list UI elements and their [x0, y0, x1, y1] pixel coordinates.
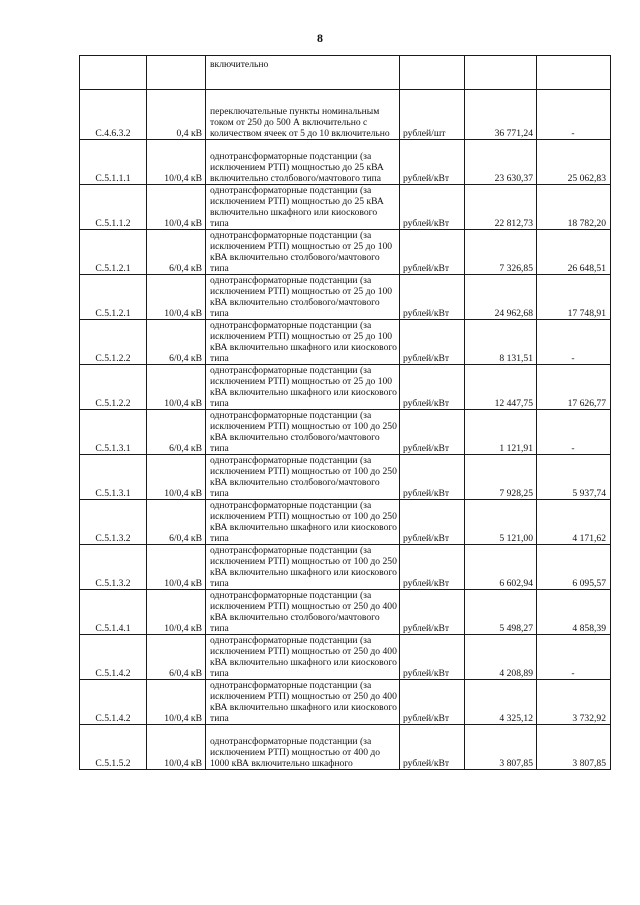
table-row: [80, 590, 611, 635]
row-code-cell: С.5.1.2.1: [80, 230, 147, 275]
row-price-cell: [465, 56, 537, 90]
row-unit-cell: рублей/кВт: [400, 140, 465, 185]
row-unit-cell: рублей/кВт: [400, 635, 465, 680]
table-row: [80, 410, 611, 455]
row-code-cell: С.5.1.3.2: [80, 545, 147, 590]
row-voltage-cell: 10/0,4 кВ: [147, 545, 206, 590]
row-voltage-cell: 6/0,4 кВ: [147, 635, 206, 680]
row-price-cell: 5 121,00: [465, 500, 537, 545]
table-row: [80, 680, 611, 725]
row-description-cell: однотрансформаторные подстанции (за исключением РТП) мощностью от 25 до 100 кВА включительно столбового/мачтового типа: [206, 275, 400, 320]
row-code-cell: С.5.1.2.1: [80, 275, 147, 320]
row-unit-cell: рублей/кВт: [400, 500, 465, 545]
row-code-cell: [80, 56, 147, 90]
row-price2-cell: 25 062,83: [537, 140, 611, 185]
row-price-cell: 7 928,25: [465, 455, 537, 500]
row-price2-cell: 4 858,39: [537, 590, 611, 635]
row-price-cell: 4 208,89: [465, 635, 537, 680]
row-description-cell: однотрансформаторные подстанции (за исключением РТП) мощностью от 25 до 100 кВА включительно шкафного или киоскового типа: [206, 320, 400, 365]
row-price2-cell: 3 732,92: [537, 680, 611, 725]
row-price2-cell: 6 095,57: [537, 545, 611, 590]
table-row: [80, 500, 611, 545]
table-row: [80, 320, 611, 365]
row-unit-cell: рублей/шт: [400, 90, 465, 140]
row-price2-cell: -: [537, 410, 611, 455]
row-price2-cell: 3 807,85: [537, 725, 611, 770]
table-row: [80, 635, 611, 680]
row-code-cell: С.5.1.1.2: [80, 185, 147, 230]
table-row: [80, 140, 611, 185]
row-unit-cell: рублей/кВт: [400, 680, 465, 725]
row-voltage-cell: 10/0,4 кВ: [147, 140, 206, 185]
row-description-cell: однотрансформаторные подстанции (за исключением РТП) мощностью от 25 до 100 кВА включительно столбового/мачтового типа: [206, 230, 400, 275]
row-code-cell: С.5.1.4.1: [80, 590, 147, 635]
row-voltage-cell: 10/0,4 кВ: [147, 590, 206, 635]
row-voltage-cell: 6/0,4 кВ: [147, 410, 206, 455]
row-price-cell: 22 812,73: [465, 185, 537, 230]
row-code-cell: С.5.1.1.1: [80, 140, 147, 185]
row-unit-cell: рублей/кВт: [400, 590, 465, 635]
row-code-cell: С.5.1.4.2: [80, 680, 147, 725]
row-description-cell: однотрансформаторные подстанции (за исключением РТП) мощностью до 25 кВА включительно столбового/мачтового типа: [206, 140, 400, 185]
row-description-cell: однотрансформаторные подстанции (за исключением РТП) мощностью от 250 до 400 кВА включительно столбового/мачтового типа: [206, 590, 400, 635]
row-price-cell: 7 326,85: [465, 230, 537, 275]
row-price2-cell: 5 937,74: [537, 455, 611, 500]
row-voltage-cell: 10/0,4 кВ: [147, 455, 206, 500]
row-price2-cell: 26 648,51: [537, 230, 611, 275]
row-code-cell: С.5.1.3.2: [80, 500, 147, 545]
row-voltage-cell: 10/0,4 кВ: [147, 185, 206, 230]
row-voltage-cell: 6/0,4 кВ: [147, 500, 206, 545]
row-price-cell: 4 325,12: [465, 680, 537, 725]
row-description-cell: включительно: [206, 56, 400, 90]
row-voltage-cell: 10/0,4 кВ: [147, 680, 206, 725]
row-voltage-cell: 10/0,4 кВ: [147, 365, 206, 410]
row-unit-cell: рублей/кВт: [400, 185, 465, 230]
row-description-cell: однотрансформаторные подстанции (за исключением РТП) мощностью от 100 до 250 кВА включительно столбового/мачтового типа: [206, 410, 400, 455]
row-description-cell: однотрансформаторные подстанции (за исключением РТП) мощностью от 250 до 400 кВА включительно шкафного или киоскового типа: [206, 680, 400, 725]
row-price-cell: 36 771,24: [465, 90, 537, 140]
row-voltage-cell: 10/0,4 кВ: [147, 725, 206, 770]
row-unit-cell: [400, 56, 465, 90]
row-price2-cell: 17 626,77: [537, 365, 611, 410]
row-price2-cell: 18 782,20: [537, 185, 611, 230]
row-voltage-cell: [147, 56, 206, 90]
row-code-cell: С.4.6.3.2: [80, 90, 147, 140]
row-code-cell: С.5.1.3.1: [80, 410, 147, 455]
row-voltage-cell: 10/0,4 кВ: [147, 275, 206, 320]
table-row: [80, 545, 611, 590]
row-price2-cell: 17 748,91: [537, 275, 611, 320]
row-price-cell: 8 131,51: [465, 320, 537, 365]
table-row: [80, 185, 611, 230]
row-description-cell: однотрансформаторные подстанции (за исключением РТП) мощностью от 25 до 100 кВА включительно шкафного или киоскового типа: [206, 365, 400, 410]
row-code-cell: С.5.1.2.2: [80, 320, 147, 365]
row-description-cell: однотрансформаторные подстанции (за исключением РТП) мощностью от 100 до 250 кВА включительно столбового/мачтового типа: [206, 455, 400, 500]
row-voltage-cell: 6/0,4 кВ: [147, 320, 206, 365]
row-voltage-cell: 0,4 кВ: [147, 90, 206, 140]
row-price2-cell: -: [537, 320, 611, 365]
tariff-table: [79, 55, 611, 770]
row-unit-cell: рублей/кВт: [400, 230, 465, 275]
row-price-cell: 1 121,91: [465, 410, 537, 455]
row-price2-cell: -: [537, 90, 611, 140]
row-unit-cell: рублей/кВт: [400, 320, 465, 365]
row-code-cell: С.5.1.4.2: [80, 635, 147, 680]
row-code-cell: С.5.1.2.2: [80, 365, 147, 410]
row-unit-cell: рублей/кВт: [400, 365, 465, 410]
table-row: [80, 56, 611, 90]
row-description-cell: переключательные пункты номинальным током от 250 до 500 А включительно с количеством ячеек от 5 до 10 включительно: [206, 90, 400, 140]
row-price-cell: 24 962,68: [465, 275, 537, 320]
tariff-table-body: [80, 56, 611, 770]
row-description-cell: однотрансформаторные подстанции (за исключением РТП) мощностью от 250 до 400 кВА включительно шкафного или киоскового типа: [206, 635, 400, 680]
row-unit-cell: рублей/кВт: [400, 275, 465, 320]
row-price2-cell: -: [537, 635, 611, 680]
row-voltage-cell: 6/0,4 кВ: [147, 230, 206, 275]
row-description-cell: однотрансформаторные подстанции (за исключением РТП) мощностью от 400 до 1000 кВА включительно шкафного: [206, 725, 400, 770]
row-price-cell: 3 807,85: [465, 725, 537, 770]
table-row: [80, 230, 611, 275]
row-price-cell: 12 447,75: [465, 365, 537, 410]
table-row: [80, 725, 611, 770]
row-price-cell: 23 630,37: [465, 140, 537, 185]
row-description-cell: однотрансформаторные подстанции (за исключением РТП) мощностью до 25 кВА включительно шкафного или киоскового типа: [206, 185, 400, 230]
page-number: 8: [317, 31, 323, 45]
row-price2-cell: [537, 56, 611, 90]
row-unit-cell: рублей/кВт: [400, 410, 465, 455]
row-price-cell: 5 498,27: [465, 590, 537, 635]
row-description-cell: однотрансформаторные подстанции (за исключением РТП) мощностью от 100 до 250 кВА включительно шкафного или киоскового типа: [206, 500, 400, 545]
row-code-cell: С.5.1.5.2: [80, 725, 147, 770]
table-row: [80, 365, 611, 410]
table-row: [80, 455, 611, 500]
row-unit-cell: рублей/кВт: [400, 545, 465, 590]
row-unit-cell: рублей/кВт: [400, 725, 465, 770]
row-code-cell: С.5.1.3.1: [80, 455, 147, 500]
row-price-cell: 6 602,94: [465, 545, 537, 590]
row-price2-cell: 4 171,62: [537, 500, 611, 545]
row-unit-cell: рублей/кВт: [400, 455, 465, 500]
table-row: [80, 90, 611, 140]
row-description-cell: однотрансформаторные подстанции (за исключением РТП) мощностью от 100 до 250 кВА включительно шкафного или киоскового типа: [206, 545, 400, 590]
table-row: [80, 275, 611, 320]
